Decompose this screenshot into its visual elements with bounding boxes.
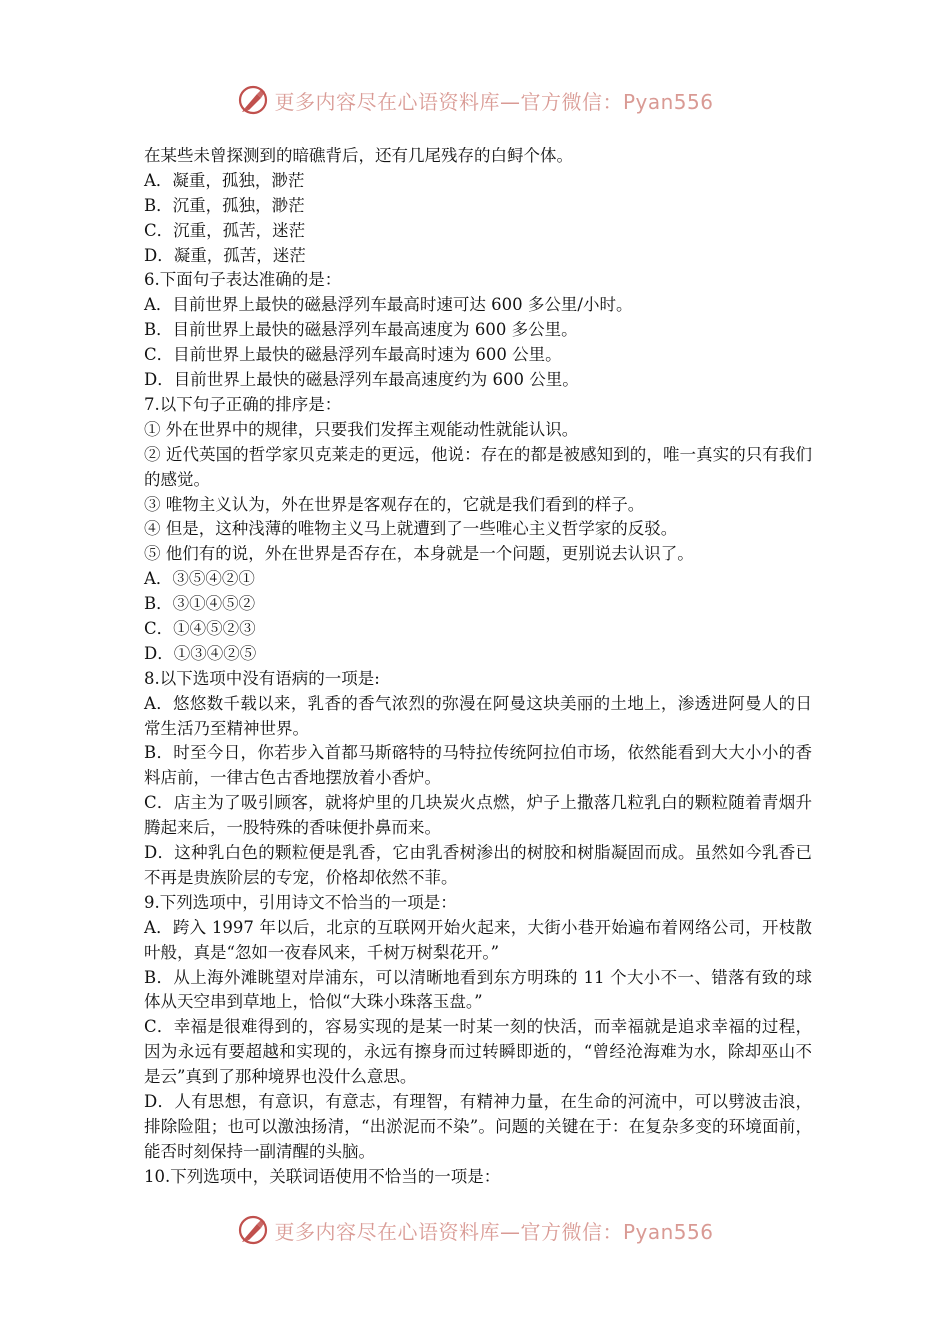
option: C．目前世界上最快的磁悬浮列车最高时速为 600 公里。 (144, 345, 562, 365)
footer-banner (0, 1210, 950, 1250)
option: D．这种乳白色的颗粒便是乳香，它由乳香树渗出的树胶和树脂凝固而成。虽然如今乳香已不再是贵族阶层的专宠，价格却依然不菲。 (144, 843, 812, 887)
document-body (144, 144, 812, 1190)
sentence-item: ① 外在世界中的规律，只要我们发挥主观能动性就能认识。 (144, 419, 579, 439)
sentence-item: ④ 但是，这种浅薄的唯物主义马上就遭到了一些唯心主义哲学家的反驳。 (144, 519, 678, 539)
option: C．幸福是很难得到的，容易实现的是某一时某一刻的快活，而幸福就是追求幸福的过程，因为永远有要超越和实现的，永远有擦身而过转瞬即逝的，“曾经沧海难为水，除却巫山不是云”真到了那种境界也没什么意思。 (144, 1017, 812, 1087)
banner-text: 更多内容尽在心语资料库—官方微信：Pyan556 (274, 1219, 714, 1244)
option: B．从上海外滩眺望对岸浦东，可以清晰地看到东方明珠的 11 个大小不一、错落有致的球体从天空串到草地上，恰似“大珠小珠落玉盘。” (144, 967, 812, 1012)
option: B．目前世界上最快的磁悬浮列车最高速度为 600 多公里。 (144, 320, 578, 340)
question-heading: 9.下列选项中，引用诗文不恰当的一项是： (144, 892, 457, 912)
question-heading: 7.以下句子正确的排序是： (144, 394, 342, 414)
option: A．③⑤④②① (144, 569, 255, 589)
option: C．店主为了吸引顾客，就将炉里的几块炭火点燃，炉子上撒落几粒乳白的颗粒随着青烟升腾起来后，一股特殊的香味便扑鼻而来。 (144, 793, 812, 838)
option: B．③①④⑤② (144, 594, 256, 614)
sentence-item: ③ 唯物主义认为，外在世界是客观存在的，它就是我们看到的样子。 (144, 494, 645, 514)
option: C．①④⑤②③ (144, 618, 256, 638)
question-heading: 6.下面句子表达准确的是： (144, 270, 342, 290)
banner-text: 更多内容尽在心语资料库—官方微信：Pyan556 (274, 89, 714, 114)
sentence-item: ② 近代英国的哲学家贝克莱走的更远，他说：存在的都是被感知到的，唯一真实的只有我们的感觉。 (144, 444, 812, 489)
pen-nib-logo-icon (236, 1213, 270, 1247)
option: B．沉重，孤独，渺茫 (144, 195, 305, 215)
option: A．悠悠数千载以来，乳香的香气浓烈的弥漫在阿曼这块美丽的土地上，渗透进阿曼人的日常生活乃至精神世界。 (144, 693, 812, 738)
option: D．①③④②⑤ (144, 643, 257, 663)
paragraph: 在某些未曾探测到的暗礁背后，还有几尾残存的白鲟个体。 (144, 146, 573, 165)
header-banner (0, 80, 950, 120)
option: B．时至今日，你若步入首都马斯碦特的马特拉传统阿拉伯市场，依然能看到大大小小的香料店前，一律古色古香地摆放着小香炉。 (144, 743, 812, 788)
option: D．凝重，孤苦，迷茫 (144, 245, 306, 265)
option: A．凝重，孤独，渺茫 (144, 170, 305, 190)
option: A．跨入 1997 年以后，北京的互联网开始火起来，大街小巷开始遍布着网络公司，开枝散叶般，真是“忽如一夜春风来，千树万树梨花开。” (144, 917, 812, 962)
question-heading: 10.下列选项中，关联词语使用不恰当的一项是： (144, 1166, 501, 1186)
pen-nib-logo-icon (236, 83, 270, 117)
sentence-item: ⑤ 他们有的说，外在世界是否存在，本身就是一个问题，更别说去认识了。 (144, 544, 694, 564)
option: A．目前世界上最快的磁悬浮列车最高时速可达 600 多公里/小时。 (144, 295, 633, 315)
option: D．目前世界上最快的磁悬浮列车最高速度约为 600 公里。 (144, 370, 579, 390)
option: C．沉重，孤苦，迷茫 (144, 220, 306, 240)
option: D．人有思想，有意识，有意志，有理智，有精神力量，在生命的河流中，可以劈波击浪，排除险阻；也可以激浊扬清，“出淤泥而不染”。问题的关键在于：在复杂多变的环境面前，能否时刻保持一副清醒的头脑。 (144, 1092, 812, 1161)
question-heading: 8.以下选项中没有语病的一项是: (144, 668, 380, 688)
